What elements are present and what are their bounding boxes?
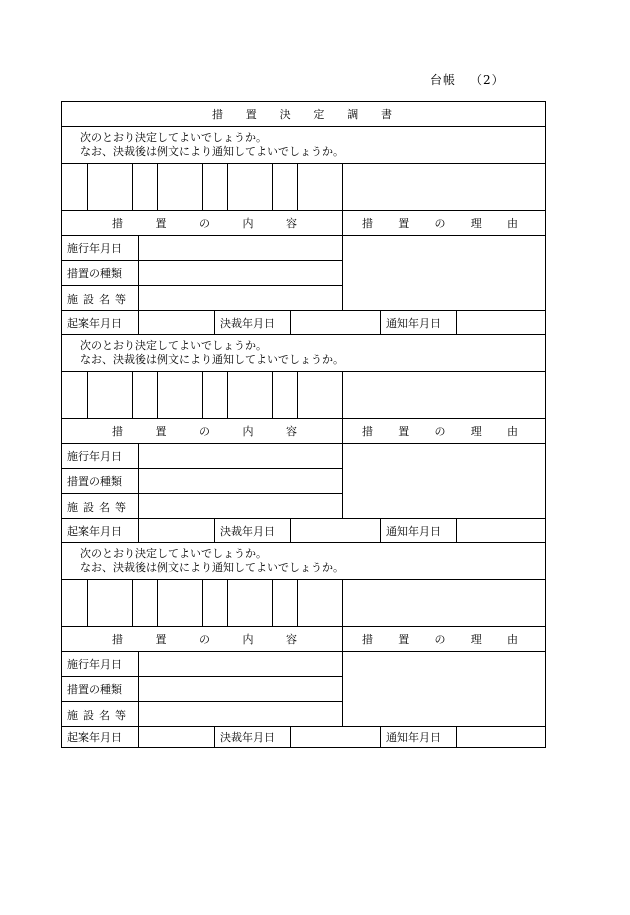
reason-char: の — [434, 633, 446, 646]
facility-name-label: 施設名等 — [67, 292, 131, 306]
section-header-row — [62, 419, 545, 444]
instruction-line-1: 次のとおり決定してよいでしょうか。 — [80, 131, 267, 144]
reason-char: 措 — [362, 217, 373, 230]
effective-date-row — [62, 236, 342, 261]
reason-char: 理 — [470, 217, 482, 230]
stamp-divider — [297, 164, 298, 210]
section-content-title — [112, 419, 297, 443]
measure-decision-form — [61, 101, 546, 748]
content-char: 置 — [155, 633, 167, 646]
stamp-divider — [297, 580, 298, 626]
reason-char: の — [434, 217, 446, 230]
dates-row — [62, 311, 545, 335]
ledger-label: 台帳 — [430, 73, 457, 87]
title-char: 定 — [313, 108, 325, 121]
instruction-row — [62, 335, 545, 371]
notice-date-label: 通知年月日 — [380, 727, 456, 747]
content-char: 措 — [112, 633, 123, 646]
stamp-divider — [227, 372, 228, 418]
detail-rows — [62, 236, 545, 311]
draft-date-label: 起案年月日 — [67, 731, 122, 744]
content-char: 容 — [286, 217, 297, 230]
approval-date-field[interactable] — [290, 311, 380, 334]
draft-date-field[interactable] — [138, 311, 214, 334]
content-char: 容 — [286, 633, 297, 646]
stamp-divider — [272, 372, 273, 418]
stamp-row — [62, 163, 545, 211]
facility-name-row — [62, 494, 342, 519]
reason-char: 措 — [362, 425, 373, 438]
facility-name-field[interactable] — [138, 494, 342, 519]
section-reason-title — [362, 631, 518, 647]
stamp-divider — [132, 164, 133, 210]
stamp-divider — [342, 164, 343, 210]
stamp-divider — [202, 164, 203, 210]
form-title — [212, 102, 392, 126]
stamp-divider — [87, 372, 88, 418]
stamp-divider — [87, 580, 88, 626]
reason-field[interactable] — [342, 652, 545, 726]
stamp-divider — [202, 372, 203, 418]
reason-char: 措 — [362, 633, 373, 646]
effective-date-label: 施行年月日 — [67, 658, 122, 671]
instruction-line-1: 次のとおり決定してよいでしょうか。 — [80, 339, 267, 352]
section-content-title — [112, 627, 297, 651]
approval-date-field[interactable] — [290, 727, 380, 747]
reason-char: 由 — [507, 217, 518, 230]
measure-type-label: 措置の種類 — [67, 475, 122, 488]
stamp-divider — [227, 580, 228, 626]
stamp-divider — [202, 580, 203, 626]
facility-name-label: 施設名等 — [67, 500, 131, 514]
ledger-header — [430, 71, 505, 88]
stamp-divider — [87, 164, 88, 210]
effective-date-row — [62, 444, 342, 469]
stamp-row — [62, 371, 545, 419]
content-char: 置 — [155, 217, 167, 230]
stamp-divider — [157, 580, 158, 626]
stamp-divider — [132, 372, 133, 418]
instruction-line-2: なお、決裁後は例文により通知してよいでしょうか。 — [80, 561, 344, 574]
measure-type-row — [62, 261, 342, 286]
effective-date-field[interactable] — [138, 236, 342, 260]
measure-type-label: 措置の種類 — [67, 683, 122, 696]
stamp-divider — [342, 372, 343, 418]
instruction-line-2: なお、決裁後は例文により通知してよいでしょうか。 — [80, 145, 344, 158]
content-char: の — [199, 633, 210, 646]
reason-char: 由 — [507, 633, 518, 646]
reason-char: 置 — [398, 633, 410, 646]
reason-char: 置 — [398, 425, 410, 438]
section-reason-cell — [342, 419, 545, 443]
section-reason-cell — [342, 627, 545, 651]
effective-date-field[interactable] — [138, 652, 342, 676]
stamp-divider — [157, 164, 158, 210]
reason-field[interactable] — [342, 236, 545, 310]
draft-date-label: 起案年月日 — [67, 316, 122, 330]
section-reason-cell — [342, 211, 545, 235]
content-char: 内 — [242, 425, 254, 438]
detail-rows — [62, 444, 545, 519]
content-char: 容 — [286, 425, 297, 438]
facility-name-row — [62, 702, 342, 727]
measure-type-field[interactable] — [138, 469, 342, 493]
approval-date-label: 決裁年月日 — [214, 311, 290, 334]
ledger-number: （2） — [470, 73, 505, 87]
stamp-row — [62, 579, 545, 627]
content-char: 措 — [112, 425, 123, 438]
reason-char: の — [434, 425, 446, 438]
detail-rows — [62, 652, 545, 727]
content-char: 内 — [242, 633, 254, 646]
instruction-row — [62, 127, 545, 163]
facility-name-row — [62, 286, 342, 311]
notice-date-field[interactable] — [456, 311, 545, 334]
facility-name-label: 施設名等 — [67, 708, 131, 722]
title-char: 書 — [380, 108, 392, 121]
effective-date-label: 施行年月日 — [67, 242, 122, 255]
facility-name-field[interactable] — [138, 702, 342, 727]
reason-field[interactable] — [342, 444, 545, 518]
section-content-title — [112, 211, 297, 235]
title-char: 調 — [347, 108, 359, 121]
measure-type-row — [62, 469, 342, 494]
instruction-line-2: なお、決裁後は例文により通知してよいでしょうか。 — [80, 353, 344, 366]
content-char: の — [199, 425, 210, 438]
instruction-line-1: 次のとおり決定してよいでしょうか。 — [80, 547, 267, 560]
stamp-divider — [342, 580, 343, 626]
approval-date-field[interactable] — [290, 519, 380, 542]
reason-char: 理 — [470, 425, 482, 438]
draft-date-field[interactable] — [138, 727, 214, 747]
form-title-row — [62, 102, 545, 127]
measure-type-field[interactable] — [138, 677, 342, 701]
section-reason-title — [362, 215, 518, 231]
content-char: 措 — [112, 217, 123, 230]
reason-char: 由 — [507, 425, 518, 438]
reason-char: 置 — [398, 217, 410, 230]
content-char: の — [199, 217, 210, 230]
notice-date-field[interactable] — [456, 727, 545, 747]
dates-row — [62, 519, 545, 543]
stamp-divider — [272, 164, 273, 210]
content-char: 内 — [242, 217, 254, 230]
section-reason-title — [362, 423, 518, 439]
facility-name-field[interactable] — [138, 286, 342, 311]
draft-date-label: 起案年月日 — [67, 524, 122, 538]
reason-char: 理 — [470, 633, 482, 646]
title-char: 措 — [212, 108, 223, 121]
measure-type-field[interactable] — [138, 261, 342, 285]
effective-date-row — [62, 652, 342, 677]
draft-date-field[interactable] — [138, 519, 214, 542]
title-char: 決 — [279, 108, 291, 121]
stamp-divider — [297, 372, 298, 418]
section-header-row — [62, 627, 545, 652]
effective-date-label: 施行年月日 — [67, 450, 122, 463]
measure-type-row — [62, 677, 342, 702]
measure-type-label: 措置の種類 — [67, 267, 122, 280]
stamp-divider — [132, 580, 133, 626]
approval-date-label: 決裁年月日 — [214, 519, 290, 542]
instruction-row — [62, 543, 545, 579]
stamp-divider — [227, 164, 228, 210]
effective-date-field[interactable] — [138, 444, 342, 468]
stamp-divider — [272, 580, 273, 626]
notice-date-field[interactable] — [456, 519, 545, 542]
section-header-row — [62, 211, 545, 236]
title-char: 置 — [245, 108, 257, 121]
notice-date-label: 通知年月日 — [380, 311, 456, 334]
notice-date-label: 通知年月日 — [380, 519, 456, 542]
stamp-divider — [157, 372, 158, 418]
dates-row — [62, 727, 545, 747]
approval-date-label: 決裁年月日 — [214, 727, 290, 747]
content-char: 置 — [155, 425, 167, 438]
